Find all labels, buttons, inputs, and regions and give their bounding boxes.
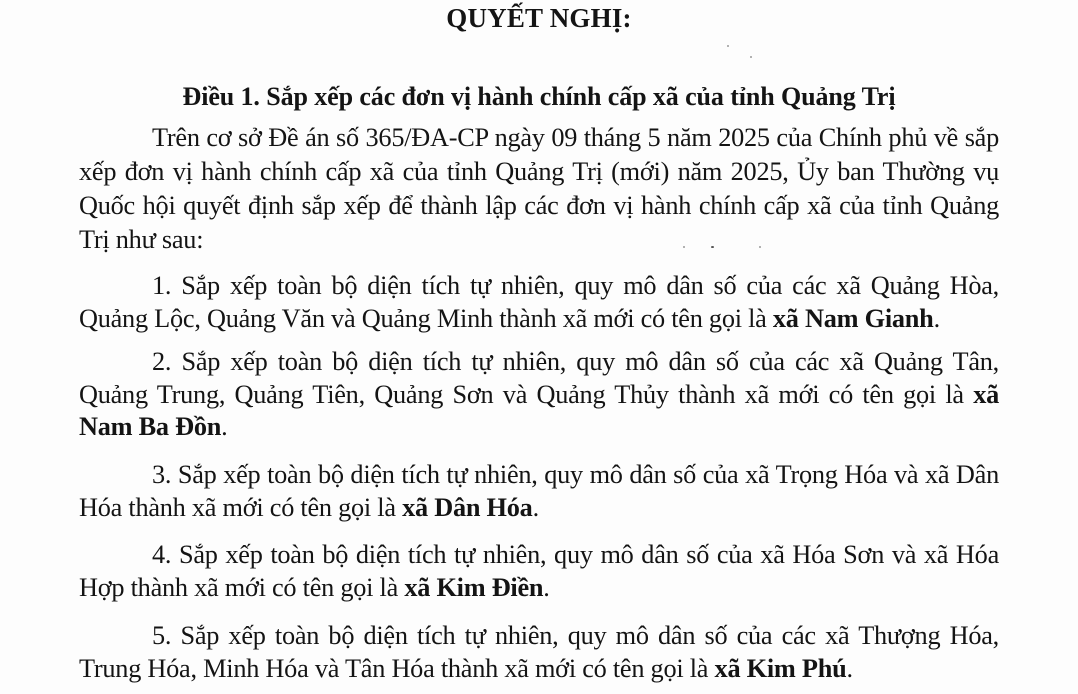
new-commune-name: xã Kim Điền bbox=[404, 572, 544, 602]
list-item-text bbox=[79, 539, 999, 604]
new-commune-name: xã Nam Gianh bbox=[772, 303, 934, 333]
item-body: Sắp xếp toàn bộ diện tích tự nhiên, quy mô dân số của các xã Quảng Hòa, Quảng Lộc, Quảng Văn và Quảng Minh thành xã mới có tên gọi là bbox=[79, 271, 999, 333]
item-end: . bbox=[933, 303, 940, 333]
new-commune-name: xã Dân Hóa bbox=[402, 492, 533, 522]
list-item-text bbox=[79, 620, 999, 685]
item-body: Sắp xếp toàn bộ diện tích tự nhiên, quy mô dân số của các xã Thượng Hóa, Trung Hóa, Minh Hóa và Tân Hóa thành xã mới có tên gọi là bbox=[79, 621, 999, 683]
list-item-text bbox=[79, 459, 999, 524]
item-end: . bbox=[846, 653, 853, 683]
item-number: 3. bbox=[152, 460, 172, 489]
item-number: 1. bbox=[152, 271, 172, 300]
item-body: Sắp xếp toàn bộ diện tích tự nhiên, quy mô dân số của xã Hóa Sơn và xã Hóa Hợp thành xã mới có tên gọi là bbox=[79, 540, 999, 602]
list-item bbox=[79, 539, 999, 604]
item-number: 2. bbox=[152, 347, 172, 376]
new-commune-name: xã Nam Ba Đồn bbox=[79, 379, 999, 441]
list-item bbox=[79, 346, 999, 444]
scan-speck bbox=[683, 246, 685, 248]
list-item bbox=[79, 459, 999, 524]
list-item-text bbox=[79, 346, 999, 444]
new-commune-name: xã Kim Phú bbox=[714, 653, 847, 683]
item-number: 5. bbox=[152, 621, 172, 650]
article-intro-paragraph bbox=[79, 121, 999, 257]
scan-speck bbox=[711, 246, 714, 248]
intro-text: Trên cơ sở Đề án số 365/ĐA-CP ngày 09 tháng 5 năm 2025 của Chính phủ về sắp xếp đơn vị hành chính cấp xã của tỉnh Quảng Trị (mới) năm 2025, Ủy ban Thường vụ Quốc hội quyết định sắp xếp để thành lập các đơn vị hành chính cấp xã của tỉnh Quảng Trị như sau: bbox=[79, 123, 999, 254]
item-end: . bbox=[543, 572, 550, 602]
resolution-title: QUYẾT NGHỊ: bbox=[446, 3, 632, 33]
list-item bbox=[79, 620, 999, 685]
scan-speck bbox=[750, 56, 752, 58]
item-number: 4. bbox=[152, 540, 172, 569]
item-body: Sắp xếp toàn bộ diện tích tự nhiên, quy mô dân số của xã Trọng Hóa và xã Dân Hóa thành xã mới có tên gọi là bbox=[79, 460, 999, 522]
list-item-text bbox=[79, 270, 999, 335]
list-item bbox=[79, 270, 999, 335]
scan-speck bbox=[727, 45, 729, 47]
article-1-heading: Điều 1. Sắp xếp các đơn vị hành chính cấp xã của tỉnh Quảng Trị bbox=[182, 82, 896, 111]
item-body: Sắp xếp toàn bộ diện tích tự nhiên, quy mô dân số của các xã Quảng Tân, Quảng Trung, Quảng Tiên, Quảng Sơn và Quảng Thủy thành xã mới có tên gọi là bbox=[79, 347, 999, 409]
scan-speck bbox=[759, 246, 761, 248]
item-end: . bbox=[532, 492, 539, 522]
item-end: . bbox=[221, 412, 228, 441]
